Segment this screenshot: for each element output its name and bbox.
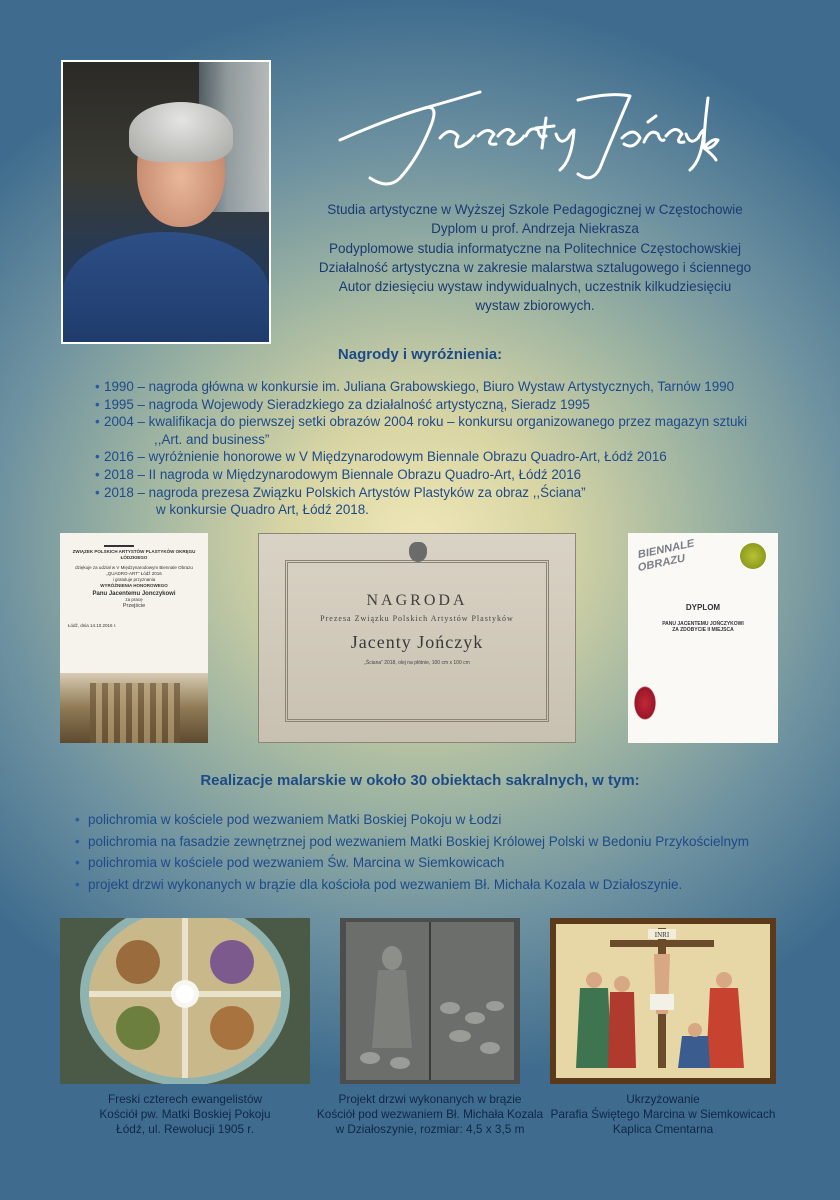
- bio-line: Autor dziesięciu wystaw indywidualnych, uczestnik kilkudziesięciu: [338, 279, 732, 295]
- caption-crucifixion: [540, 1092, 786, 1137]
- artist-bio: [290, 200, 780, 316]
- artist-portrait-photo: [61, 60, 271, 344]
- realization-item: • polichromia w kościele pod wezwaniem Matki Boskiej Pokoju w Łodzi: [75, 809, 815, 831]
- caption-line: Ukrzyżowanie: [626, 1092, 700, 1106]
- award-item: • 2016 – wyróżnienie honorowe w V Międzynarodowym Biennale Obrazu Quadro-Art, Łódź 2016: [95, 448, 795, 466]
- bio-line: Działalność artystyczna w zakresie malarstwa sztalugowego i ściennego: [318, 259, 752, 275]
- caption-line: Projekt drzwi wykonanych w brązie: [338, 1092, 522, 1106]
- award-item: • 2018 – nagroda prezesa Związku Polskich Artystów Plastyków za obraz ,,Ściana” w konkursie Quadro Art, Łódź 2018.: [95, 484, 795, 519]
- award-item: • 2018 – II nagroda w Międzynarodowym Biennale Obrazu Quadro-Art, Łódź 2016: [95, 466, 795, 484]
- realization-item: • projekt drzwi wykonanych w brązie dla kościoła pod wezwaniem Bł. Michała Kozala w Działoszynie.: [75, 874, 815, 896]
- realizations-list: [75, 809, 815, 896]
- caption-line: Parafia Świętego Marcina w Siemkowicach: [550, 1107, 776, 1121]
- caption-bronze-door: [300, 1092, 560, 1137]
- caption-line: Kaplica Cmentarna: [612, 1122, 714, 1136]
- dome-fresco-photo: [60, 918, 310, 1084]
- crucifixion-painting-photo: [550, 918, 776, 1084]
- realizations-heading: Realizacje malarskie w około 30 obiektach sakralnych, w tym:: [200, 772, 640, 789]
- artist-signature: [330, 78, 720, 198]
- award-certificate: NAGRODA Prezesa Związku Polskich Artystów Plastyków Jacenty Jończyk „Ściana” 2018, olej na płótnie, 100 cm x 100 cm: [258, 533, 576, 743]
- quadro-art-logo: [104, 537, 134, 547]
- realization-item: • polichromia na fasadzie zewnętrznej pod wezwaniem Matki Boskiej Królowej Polski w Bedoniu Przykościelnym: [75, 831, 815, 853]
- paint-splash-green: [738, 541, 768, 571]
- caption-line: Freski czterech ewangelistów: [107, 1092, 263, 1106]
- crucifix-inscription: INRI: [654, 931, 670, 939]
- awards-list: [95, 378, 795, 519]
- caption-dome-fresco: [60, 1092, 310, 1137]
- bio-line: Podyplomowe studia informatyczne na Politechnice Częstochowskiej: [329, 240, 741, 256]
- eagle-emblem-icon: [409, 542, 427, 562]
- diploma-honorable-mention: ZWIĄZEK POLSKICH ARTYSTÓW PLASTYKÓW OKRĘGU ŁÓDZKIEGO dziękuje za udział w V Międzynarodowym Biennale Obrazu „QUADRO-ART” Łódź 2016 i gratuluje przyznania WYRÓŻNIENIA HONOROWEGO Panu Jacentemu Jonczykowi za pracę Przejście Łódź, dnia 14.10.2016 r.: [60, 533, 208, 743]
- bio-line: Studia artystyczne w Wyższej Szkole Pedagogicznej w Częstochowie: [327, 202, 743, 217]
- diploma-second-place: BIENNALE OBRAZU DYPLOM PANU JACENTEMU JOŃCZYKOWI ZA ZDOBYCIE II MIEJSCA: [628, 533, 778, 743]
- bio-line: Dyplom u prof. Andrzeja Niekrasza: [431, 221, 639, 237]
- caption-line: Łódź, ul. Rewolucji 1905 r.: [116, 1122, 254, 1136]
- award-item: • 1995 – nagroda Wojewody Sieradzkiego za działalność artystyczną, Sieradz 1995: [95, 396, 795, 414]
- bronze-door-photo: [340, 918, 520, 1084]
- caption-line: Kościół pod wezwaniem Bł. Michała Kozala: [316, 1107, 544, 1121]
- caption-line: Kościół pw. Matki Boskiej Pokoju: [99, 1107, 271, 1121]
- realization-item: • polichromia w kościele pod wezwaniem Św. Marcina w Siemkowicach: [75, 852, 815, 874]
- award-item: • 2004 – kwalifikacja do pierwszej setki obrazów 2004 roku – konkursu organizowanego przez magazyn sztuki ,,Art. and business”: [95, 413, 795, 448]
- paint-splash-red: [632, 683, 658, 723]
- caption-line: w Działoszynie, rozmiar: 4,5 x 3,5 m: [335, 1122, 525, 1136]
- bio-line: wystaw zbiorowych.: [475, 298, 595, 314]
- building-photo: [60, 673, 208, 743]
- awards-heading: Nagrody i wyróżnienia:: [337, 346, 503, 363]
- award-item: • 1990 – nagroda główna w konkursie im. Juliana Grabowskiego, Biuro Wystaw Artystycznych, Tarnów 1990: [95, 378, 795, 396]
